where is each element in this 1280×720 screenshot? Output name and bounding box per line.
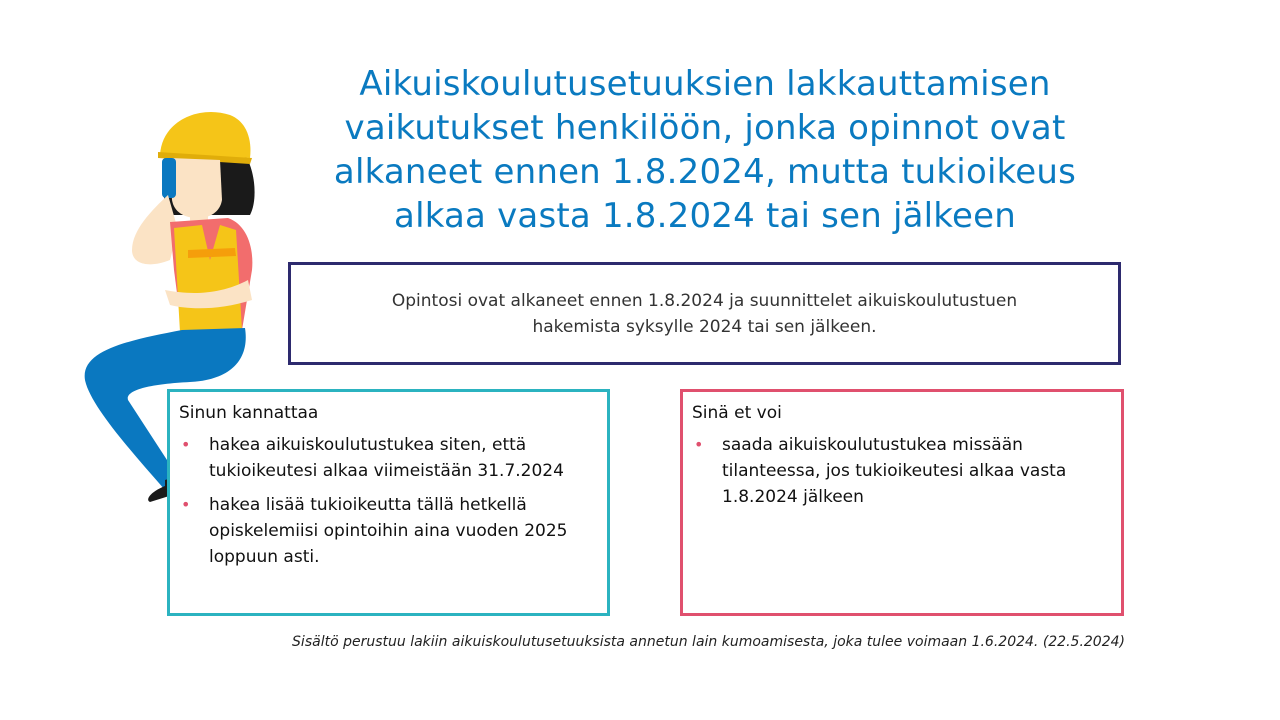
- footnote: Sisältö perustuu lakiin aikuiskoulutusetuuksista annetun lain kumoamisesta, joka tulee voimaan 1.6.2024. (22.5.2024): [292, 634, 1125, 650]
- restriction-heading: Sinä et voi: [692, 403, 782, 423]
- situation-line: hakemista syksylle 2024 tai sen jälkeen.: [532, 316, 877, 337]
- bullet-dot-icon: •: [694, 435, 704, 454]
- title-line: alkaa vasta 1.8.2024 tai sen jälkeen: [394, 196, 1016, 236]
- recommendation-card: [167, 389, 610, 616]
- bullet-dot-icon: •: [181, 495, 191, 514]
- recommendation-list: [179, 432, 597, 570]
- bullet-dot-icon: •: [181, 435, 191, 454]
- title-line: vaikutukset henkilöön, jonka opinnot ovat: [344, 108, 1066, 148]
- restriction-list: [692, 432, 1111, 510]
- recommendation-heading: Sinun kannattaa: [179, 403, 319, 423]
- restriction-card: [680, 389, 1124, 616]
- list-item-text: hakea lisää tukioikeutta tällä hetkellä opiskelemiisi opintoihin aina vuoden 2025 loppuun asti.: [209, 495, 568, 567]
- title-line: Aikuiskoulutusetuuksien lakkauttamisen: [359, 64, 1051, 104]
- list-item: [179, 432, 597, 484]
- page-title: [300, 62, 1110, 238]
- list-item-text: hakea aikuiskoulutustukea siten, että tukioikeutesi alkaa viimeistään 31.7.2024: [209, 435, 564, 481]
- situation-box: [288, 262, 1121, 365]
- situation-line: Opintosi ovat alkaneet ennen 1.8.2024 ja suunnittelet aikuiskoulutustuen: [391, 290, 1018, 311]
- list-item-text: saada aikuiskoulutustukea missään tilanteessa, jos tukioikeutesi alkaa vasta 1.8.2024 jälkeen: [722, 435, 1067, 507]
- title-line: alkaneet ennen 1.8.2024, mutta tukioikeus: [333, 152, 1077, 192]
- list-item: [692, 432, 1111, 510]
- list-item: [179, 492, 597, 570]
